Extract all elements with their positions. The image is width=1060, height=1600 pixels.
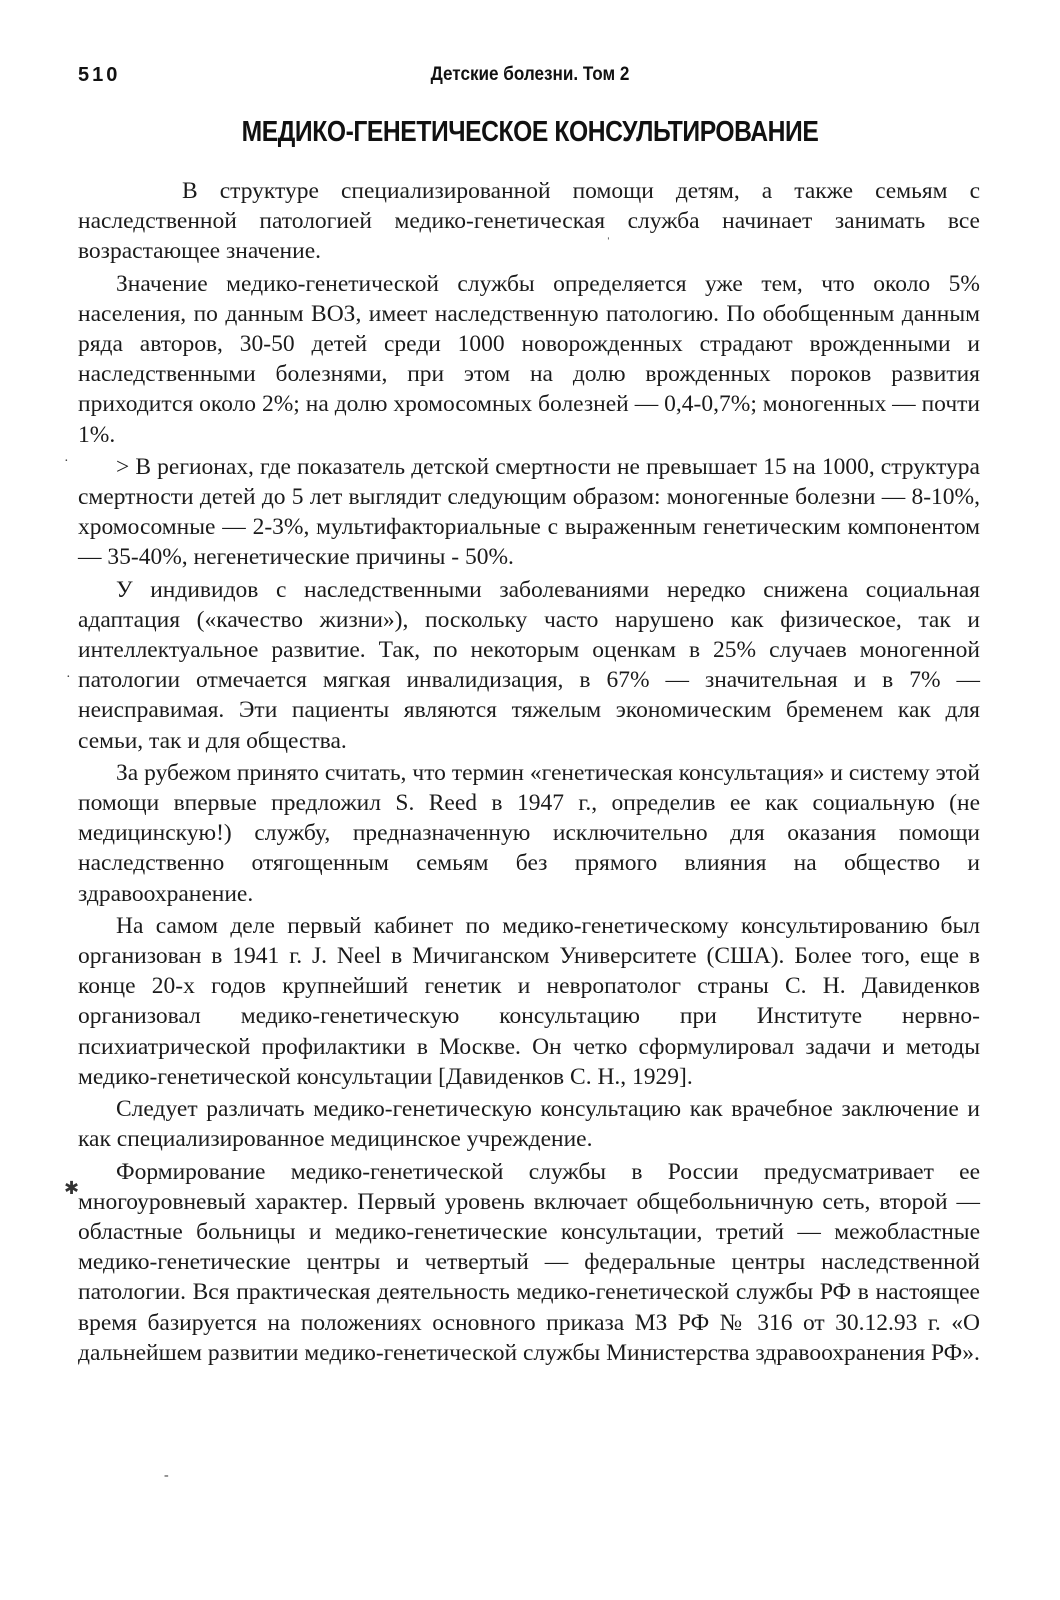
paragraph-7: Следует различать медико-генетическую консультацию как врачебное заключение и как специализированное медицинское учреждение. bbox=[78, 1096, 980, 1153]
paragraph-8: Формирование медико-генетической службы в России предусматривает ее многоуровневый характер. Первый уровень включает общебольничную сеть, второй — областные больницы и медико-генетические консультации, третий — межобластные медико-генетические центры и четвертый — федеральные центры наследственной патологии. Вся практическая деятельность медико-генетической службы РФ в настоящее время базируется на положениях основного приказа МЗ РФ № 316 от 30.12.93 г. «О дальнейшем развитии медико-генетической службы Министерства здравоохранения РФ». bbox=[78, 1158, 980, 1366]
paragraph-3: > В регионах, где показатель детской смертности не превышает 15 на 1000, структура смертности детей до 5 лет выглядит следующим образом: моногенные болезни — 8-10%, хромосомные — 2-3%, мультифакториальные с выраженным генетическим компонентом — 35-40%, негенетические причины - 50%. bbox=[78, 453, 980, 571]
paragraph-6: На самом деле первый кабинет по медико-генетическому консультированию был организован в 1941 г. J. Neel в Мичиганском Университете (США). Более того, еще в конце 20-х годов крупнейший генетик и невропатолог страны С. Н. Давиденков организовал медико-генетическую консультацию при Институте нервно-психиатрической профилактики в Москве. Он четко сформулировал задачи и методы медико-генетической консультации [Давиденков С. Н., 1929]. bbox=[78, 912, 980, 1090]
scan-speck: ˈ bbox=[606, 236, 611, 251]
page-header bbox=[78, 58, 982, 90]
scan-speck: - bbox=[164, 1468, 169, 1483]
page-number: 510 bbox=[78, 64, 121, 86]
paragraph-5: За рубежом принято считать, что термин «генетическая консультация» и систему этой помощи впервые предложил S. Reed в 1947 г., определив ее как социальную (не медицинскую!) службу, предназначенную исключительно для оказания помощи наследственно отягощенным семьям без прямого влияния на общество и здравоохранение. bbox=[78, 759, 980, 907]
running-title: Детские болезни. Том 2 bbox=[430, 64, 630, 85]
section-title: МЕДИКО-ГЕНЕТИЧЕСКОЕ КОНСУЛЬТИРОВАНИЕ bbox=[241, 116, 819, 148]
scan-speck: ✱ bbox=[64, 1178, 80, 1198]
scan-speck: · bbox=[66, 670, 71, 685]
paragraph-1: В структуре специализированной помощи детям, а также семьям с наследственной патологией медико-генетическая служба начинает занимать все возрастающее значение. bbox=[78, 178, 980, 265]
paragraph-4: У индивидов с наследственными заболеваниями нередко снижена социальная адаптация («качество жизни»), поскольку часто нарушено как физическое, так и интеллектуальное развитие. Так, по некоторым оценкам в 25% случаев моногенной патологии отмечается мягкая инвалидизация, в 67% — значительная и в 7% — неисправимая. Эти пациенты являются тяжелым экономическим бременем как для семьи, так и для общества. bbox=[78, 576, 980, 754]
body-text bbox=[78, 176, 980, 1370]
paragraph-2: Значение медико-генетической службы определяется уже тем, что около 5% населения, по данным ВОЗ, имеет наследственную патологию. По обобщенным данным ряда авторов, 30-50 детей среди 1000 новорожденных страдают врожденными и наследственными болезнями, при этом на долю врожденных пороков развития приходится около 2%; на долю хромосомных болезней — 0,4-0,7%; моногенных — почти 1%. bbox=[78, 270, 980, 448]
scan-speck: · bbox=[64, 454, 69, 469]
